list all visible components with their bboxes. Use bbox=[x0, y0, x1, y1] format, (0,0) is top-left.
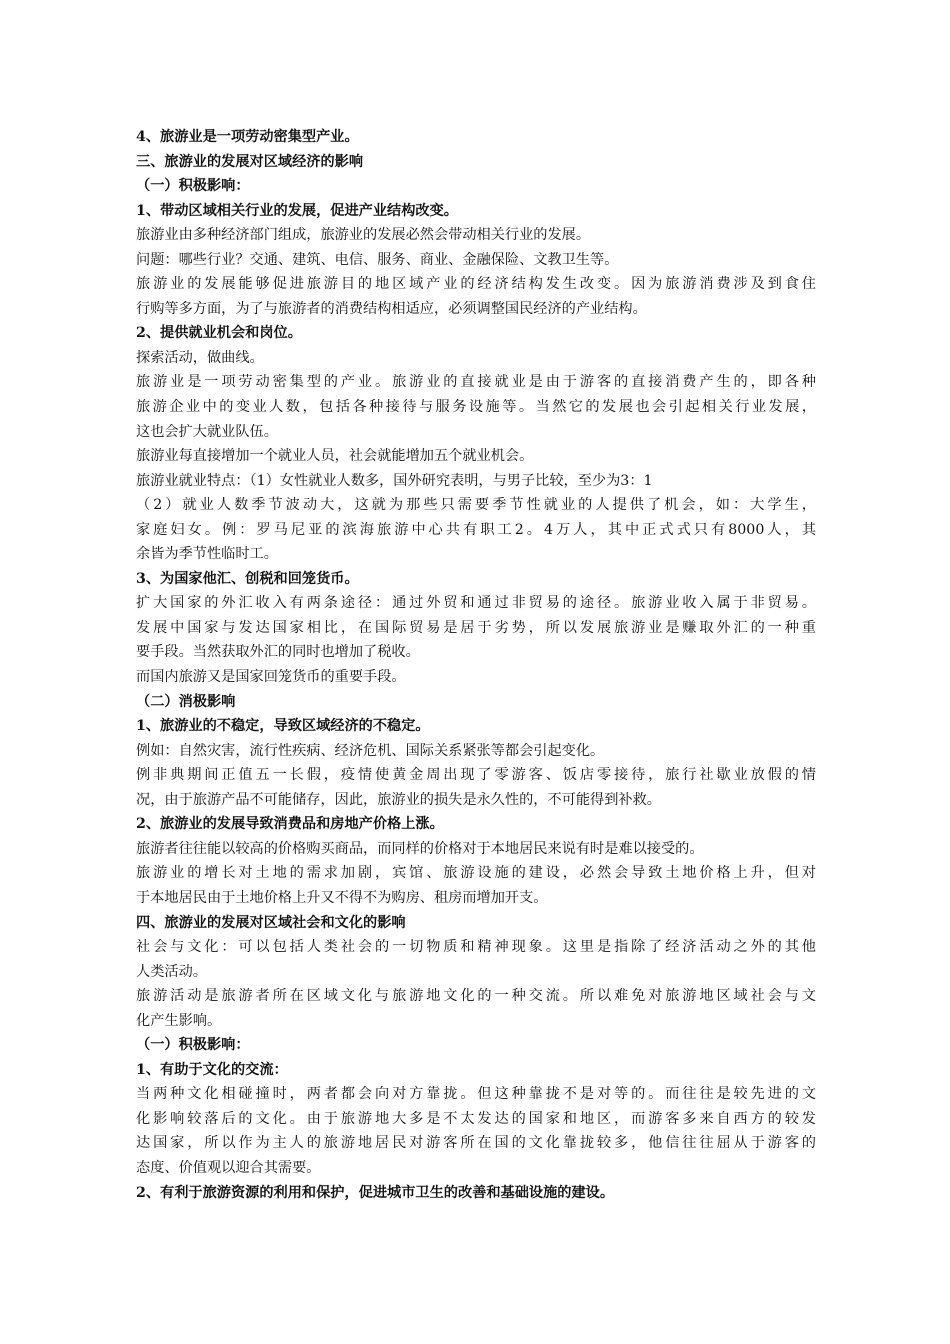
heading-line: 1、旅游业的不稳定，导致区域经济的不稳定。 bbox=[136, 718, 430, 735]
text-line: 旅游企业中的变业人数，包括各种接待与服务设施等。当然它的发展也会引起相关行业发展， bbox=[136, 399, 816, 416]
text-line: 旅游业的增长对土地的需求加剧，宾馆、旅游设施的建设，必然会导致土地价格上升，但对 bbox=[136, 865, 816, 882]
text-line: 余皆为季节性临时工。 bbox=[136, 546, 278, 563]
text-line: 行购等多方面，为了与旅游者的消费结构相适应，必须调整国民经济的产业结构。 bbox=[136, 300, 647, 317]
heading-line: 四、旅游业的发展对区域社会和文化的影响 bbox=[136, 914, 406, 931]
text-line: 而国内旅游又是国家回笼货币的重要手段。 bbox=[136, 669, 406, 686]
heading-line: 4、旅游业是一项劳动密集型产业。 bbox=[136, 129, 359, 145]
text-line: 社会与文化：可以包括人类社会的一切物质和精神现象。这里是指除了经济活动之外的其他 bbox=[136, 939, 816, 956]
text-line: 问题：哪些行业？交通、建筑、电信、服务、商业、金融保险、文教卫生等。 bbox=[136, 251, 619, 268]
text-line: 当两种文化相碰撞时，两者都会向对方靠拢。但这种靠拢不是对等的。而往往是较先进的文 bbox=[136, 1086, 816, 1103]
text-line: 达国家，所以作为主人的旅游地居民对游客所在国的文化靠拢较多，他信往往屈从于游客的 bbox=[136, 1135, 816, 1152]
text-line: （2）就业人数季节波动大，这就为那些只需要季节性就业的人提供了机会，如：大学生， bbox=[136, 497, 816, 514]
text-line: 于本地居民由于土地价格上升又不得不为购房、租房而增加开支。 bbox=[136, 889, 548, 906]
text-line: 例如：自然灾害，流行性疾病、经济危机、国际关系紧张等都会引起变化。 bbox=[136, 742, 605, 759]
heading-line: 2、提供就业机会和岗位。 bbox=[136, 325, 302, 342]
text-line: 扩大国家的外汇收入有两条途径：通过外贸和通过非贸易的途径。旅游业收入属于非贸易。 bbox=[136, 595, 816, 612]
text-line: 化影响较落后的文化。由于旅游地大多是不太发达的国家和地区，而游客多来自西方的较发 bbox=[136, 1110, 816, 1127]
text-line: 旅游业每直接增加一个就业人员，社会就能增加五个就业机会。 bbox=[136, 448, 534, 465]
text-line: 旅游业是一项劳动密集型的产业。旅游业的直接就业是由于游客的直接消费产生的，即各种 bbox=[136, 374, 816, 391]
document-page bbox=[136, 125, 816, 1205]
text-line: 态度、价值观以迎合其需要。 bbox=[136, 1159, 321, 1176]
heading-line: （一）积极影响： bbox=[136, 178, 250, 195]
heading-line: 2、有利于旅游资源的利用和保护，促进城市卫生的改善和基础设施的建设。 bbox=[136, 1184, 615, 1201]
text-line: 旅游业由多种经济部门组成，旅游业的发展必然会带动相关行业的发展。 bbox=[136, 227, 591, 244]
text-line: 旅游活动是旅游者所在区域文化与旅游地文化的一种交流。所以难免对旅游地区域社会与文 bbox=[136, 988, 816, 1005]
text-line: 旅游业就业特点：（1）女性就业人数多，国外研究表明，与男子比较，至少为3：1 bbox=[136, 472, 653, 489]
heading-line: 2、旅游业的发展导致消费品和房地产价格上涨。 bbox=[136, 816, 444, 833]
heading-line: 1、带动区域相关行业的发展，促进产业结构改变。 bbox=[136, 202, 458, 219]
text-line: 况，由于旅游产品不可能储存，因此，旅游业的损失是永久性的，不可能得到补救。 bbox=[136, 791, 661, 808]
text-line: 化产生影响。 bbox=[136, 1012, 222, 1029]
text-line: 旅游业的发展能够促进旅游目的地区域产业的经济结构发生改变。因为旅游消费涉及到食住 bbox=[136, 276, 816, 293]
heading-line: 三、旅游业的发展对区域经济的影响 bbox=[136, 153, 364, 170]
text-line: 发展中国家与发达国家相比，在国际贸易是居于劣势，所以发展旅游业是赚取外汇的一种重 bbox=[136, 619, 816, 636]
heading-line: （一）积极影响： bbox=[136, 1037, 250, 1054]
text-line: 例非典期间正值五一长假，疫情使黄金周出现了零游客、饭店零接待，旅行社歇业放假的情 bbox=[136, 767, 816, 784]
text-line: 这也会扩大就业队伍。 bbox=[136, 423, 278, 440]
text-line: 要手段。当然获取外汇的同时也增加了税收。 bbox=[136, 644, 420, 661]
heading-line: 3、为国家他汇、创税和回笼货币。 bbox=[136, 570, 359, 587]
heading-line: 1、有助于文化的交流： bbox=[136, 1061, 288, 1078]
text-line: 家庭妇女。例：罗马尼亚的滨海旅游中心共有职工2。4万人，其中正式式只有8000人，其 bbox=[136, 521, 816, 538]
text-line: 人类活动。 bbox=[136, 963, 207, 980]
text-line: 旅游者往往能以较高的价格购买商品，而同样的价格对于本地居民来说有时是难以接受的。 bbox=[136, 840, 704, 857]
heading-line: （二）消极影响 bbox=[136, 693, 236, 710]
text-line: 探索活动，做曲线。 bbox=[136, 349, 264, 366]
